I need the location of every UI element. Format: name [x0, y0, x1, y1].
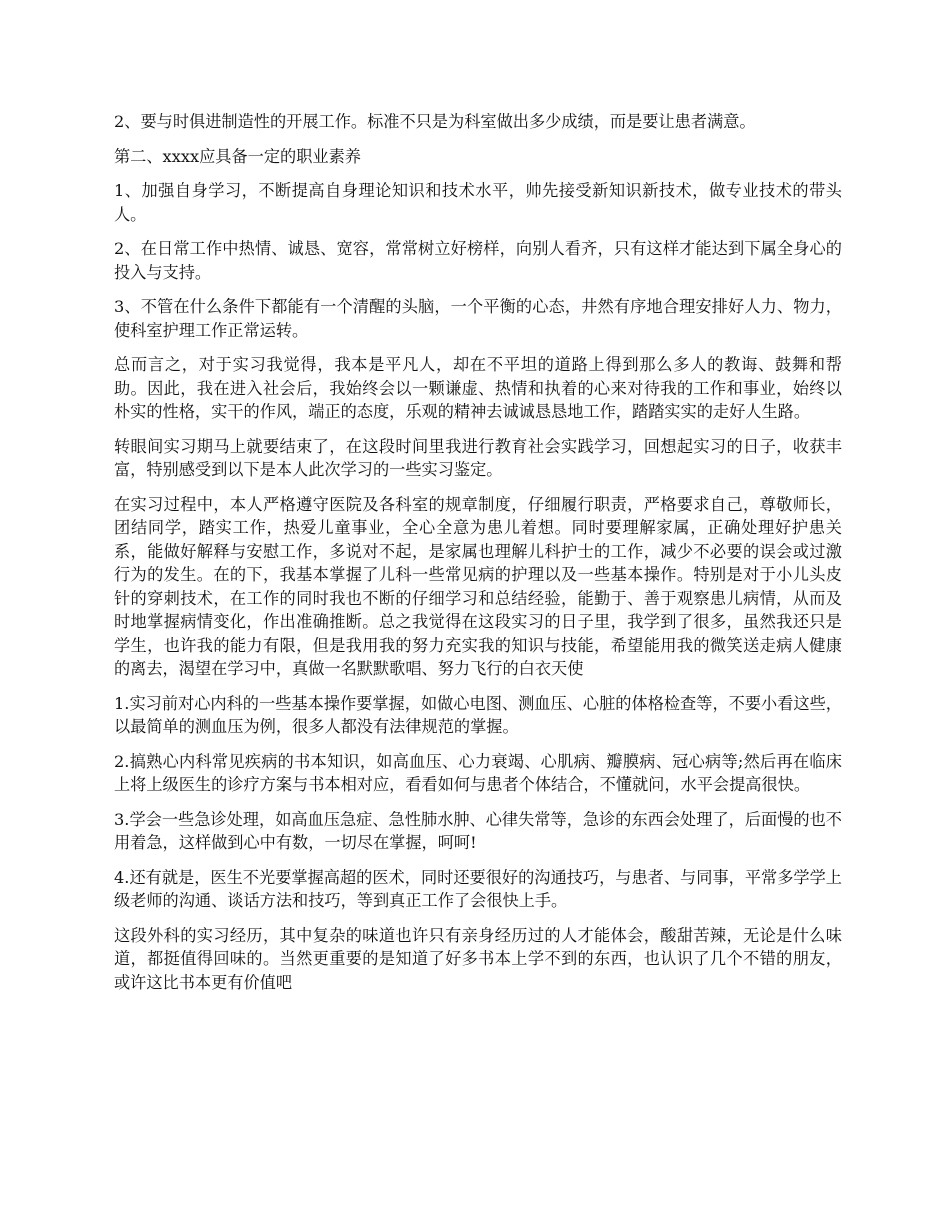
paragraph-innovation: 2、要与时俱进制造性的开展工作。标准不只是为科室做出多少成绩，而是要让患者满意。	[114, 112, 756, 131]
paragraph-clear-mind: 3、不管在什么条件下都能有一个清醒的头脑，一个平衡的心态，井然有序地合理安排好人力、物力，使科室护理工作正常运转。	[114, 297, 842, 340]
paragraph-internship-ending: 转眼间实习期马上就要结束了，在这段时间里我进行教育社会实践学习，回想起实习的日子，收获丰富，特别感受到以下是本人此次学习的一些实习鉴定。	[114, 436, 842, 479]
list-item-emergency: 3.学会一些急诊处理，如高血压急症、急性肺水肿、心律失常等，急诊的东西会处理了，后面慢的也不用着急，这样做到心中有数，一切尽在掌握，呵呵!	[114, 809, 842, 852]
paragraph-role-model: 2、在日常工作中热情、诚恳、宽容，常常树立好榜样，向别人看齐，只有这样才能达到下属全身心的投入与支持。	[114, 239, 842, 282]
paragraph-surgery-experience: 这段外科的实习经历，其中复杂的味道也许只有亲身经历过的人才能体会，酸甜苦辣，无论是什么味道，都挺值得回味的。当然更重要的是知道了好多书本上学不到的东西，也认识了几个不错的朋友，或许这比书本更有价值吧	[114, 925, 842, 992]
paragraph-internship-process: 在实习过程中，本人严格遵守医院及各科室的规章制度，仔细履行职责，严格要求自己，尊敬师长，团结同学，踏实工作，热爱儿童事业，全心全意为患儿着想。同时要理解家属，正确处理好护患关系，能做好解释与安慰工作，多说对不起，是家属也理解儿科护士的工作，减少不必要的误会或过激行为的发生。在的下，我基本掌握了儿科一些常见病的护理以及一些基本操作。特别是对于小儿头皮针的穿刺技术，在工作的同时我也不断的仔细学习和总结经验，能勤于、善于观察患儿病情，从而及时地掌握病情变化，作出准确推断。总之我觉得在这段实习的日子里，我学到了很多，虽然我还只是学生，也许我的能力有限，但是我用我的努力充实我的知识与技能，希望能用我的微笑送走病人健康的离去，渴望在学习中，真做一名默默歌唱、努力飞行的白衣天使	[114, 494, 842, 678]
list-item-basic-operations: 1.实习前对心内科的一些基本操作要掌握，如做心电图、测血压、心脏的体格检查等，不要小看这些，以最简单的测血压为例，很多人都没有法律规范的掌握。	[114, 693, 842, 736]
section-heading-professional-quality: 第二、xxxx应具备一定的职业素养	[114, 146, 361, 166]
document-page	[114, 110, 842, 1005]
paragraph-self-study: 1、加强自身学习，不断提高自身理论知识和技术水平，帅先接受新知识新技术，做专业技术的带头人。	[114, 181, 842, 224]
paragraph-summary: 总而言之，对于实习我觉得，我本是平凡人，却在不平坦的道路上得到那么多人的教诲、鼓舞和帮助。因此，我在进入社会后，我始终会以一颗谦虚、热情和执着的心来对待我的工作和事业，始终以朴实的性格，实干的作风，端正的态度，乐观的精神去诚诚恳恳地工作，踏踏实实的走好人生路。	[114, 355, 842, 421]
list-item-communication: 4.还有就是，医生不光要掌握高超的医术，同时还要很好的沟通技巧，与患者、与同事，平常多学学上级老师的沟通、谈话方法和技巧，等到真正工作了会很快上手。	[114, 867, 842, 910]
list-item-common-diseases: 2.搞熟心内科常见疾病的书本知识，如高血压、心力衰竭、心肌病、瓣膜病、冠心病等;然后再在临床上将上级医生的诊疗方案与书本相对应，看看如何与患者个体结合，不懂就问，水平会提高很快。	[114, 751, 842, 794]
